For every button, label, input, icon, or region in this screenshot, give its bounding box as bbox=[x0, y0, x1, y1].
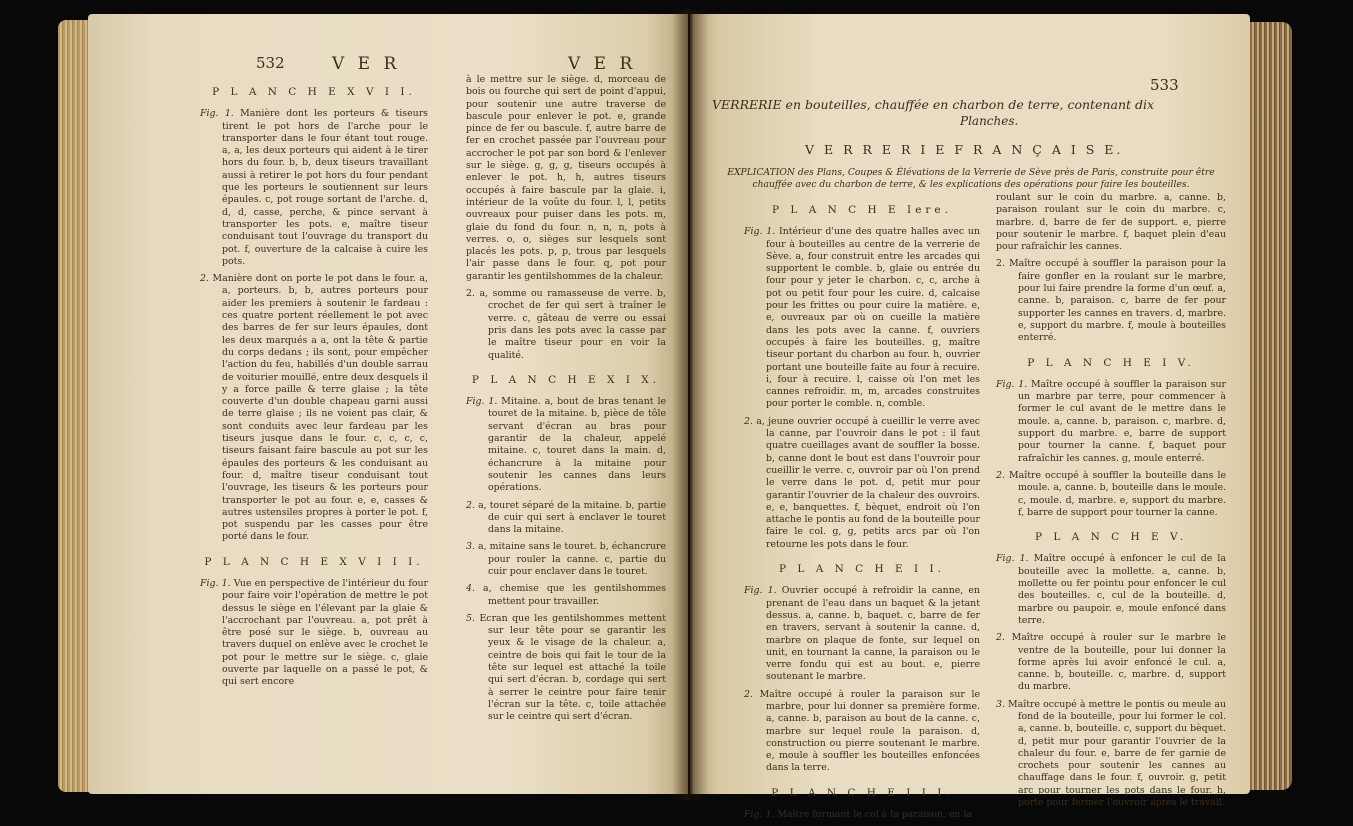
page-number-left: 532 bbox=[256, 54, 285, 72]
figure-entry: Fig. 1. Ouvrier occupé à refroidir la canne, en prenant de l'eau dans un baquet & la jetant dessus. a, canne. b, baquet. c, barre de fer en travers, servant à soutenir la canne. d, marbre on plaque de fonte, sur lequel on unit, en tournant la canne, la paraison ou le verre fondu qui est au bout. e, pierre soutenant le marbre. bbox=[744, 585, 980, 683]
left-column-1 bbox=[200, 74, 428, 694]
figure-entry: 2. a, jeune ouvrier occupé à cueillir le verre avec la canne, par l'ouvroir dans le pot : il faut quatre cueillages avant de souffler la bosse. b, canne dont le bout est dans l'ouvroir pour cueillir le verre. c, ouvroir par où l'on prend le verre dans le pot. d, petit mur pour garantir l'ouvrier de la chaleur des ouvroirs. e, e, banquettes. f, bèquet, endroit où l'on attache le pontis au fond de la bouteille pour faire le col. g, g, petits arcs par où l'on retourne les pots dans le four. bbox=[744, 415, 981, 550]
figure-entry: 2. a, somme ou ramasseuse de verre. b, crochet de fer qui sert à traîner le verre. c, gâteau de verre ou essai pris dans les pots avec la casse par le maître tiseur pour en voir la qualité. bbox=[466, 288, 666, 361]
left-page-edges bbox=[58, 20, 90, 792]
continuation-text: roulant sur le coin du marbre. a, canne. b, paraison roulant sur le coin du marbre. c, marbre. d, barre de fer de support. e, pierre pour soutenir le marbre. f, baquet plein d'eau pour rafraîchir les cannes. bbox=[996, 192, 1226, 253]
figure-entry: Fig. 1. Maître occupé à souffler la paraison sur un marbre par terre, pour commencer à former le cul avant de le mettre dans le moule. a, canne. b, paraison. c, marbre. d, support du marbre. e, barre de support pour tourner la canne. f, baquet pour rafraîchir les cannes. g, moule enterré. bbox=[996, 378, 1226, 464]
figure-entry: 2. a, touret séparé de la mitaine. b, partie de cuir qui sert à enclaver le touret dans la mitaine. bbox=[466, 499, 666, 536]
plate-title: P L A N C H E Iere. bbox=[772, 204, 952, 216]
plate-title: P L A N C H E X I X. bbox=[471, 373, 661, 386]
right-page-edges bbox=[1250, 22, 1292, 790]
plate-title: P L A N C H E I V. bbox=[1027, 356, 1195, 369]
explication-heading: EXPLICATION des Plans, Coupes & Élévations de la Verrerie de Sève près de Paris, construite pour être chauffée avec du charbon de terre, & les explications des opérations pour faire les bouteilles. bbox=[727, 167, 1215, 190]
page-title: VERRERIE en bouteilles, chauffée en charbon de terre, contenant dix bbox=[712, 97, 1155, 112]
continuation-text: à le mettre sur le siège. d, morceau de bois ou fourche qui sert de point d'appui, pour soutenir une autre traverse de bascule pour enlever le pot. e, grande pince de fer ou bascule. f, autre barre de fer en crochet passée par l'ouvreau pour accrocher le pot par son bord & l'enlever sur le siège. g, g, g, tiseurs occupés à enlever le pot. h, h, autres tiseurs occupés à faire bascule par la glaie. i, intérieur de la voûte du four. l, l, petits ouvreaux pour puiser dans les pots. m, glaie du fond du four. n, n, n, pots à verres. o, o, sièges sur lesquels sont placés les pots. p, p, trous par lesquels l'air passe dans le four. q, pot pour garantir les gentilshommes de la chaleur. bbox=[466, 74, 666, 282]
figure-entry: 3. a, mitaine sans le touret. b, échancrure pour rouler la canne. c, partie du cuir pour enclaver dans le touret. bbox=[466, 541, 667, 577]
plate-title: P L A N C H E I I. bbox=[779, 563, 945, 576]
left-column-2 bbox=[466, 74, 666, 729]
plate-title: P L A N C H E X V I I I. bbox=[204, 555, 424, 568]
figure-entry: 2. Maître occupé à rouler la paraison sur le marbre, pour lui donner sa première forme. a, canne. b, paraison au bout de la canne. c, marbre sur lequel roule la paraison. d, construction ou pierre soutenant le marbre. e, moule à souffler les bouteilles enfoncées dans la terre. bbox=[744, 688, 980, 774]
left-page bbox=[88, 14, 688, 794]
page-subtitle: Planches. bbox=[960, 114, 1019, 128]
figure-entry: 3. Maître occupé à mettre le pontis ou meule au fond de la bouteille, pour lui former le col. a, canne. b, bouteille. c, support du bèquet. d, petit mur pour garantir l'ouvrier de la chaleur du four. e, barre de fer garnie de crochets pour soutenir les cannes au chauffage dans le four. f, ouvroir. g, petit arc pour tourner les pots dans le four. h, porte pour fermer l'ouvroir après le travail. bbox=[996, 698, 1226, 809]
figure-entry: 4. a, chemise que les gentilshommes mettent pour travailler. bbox=[466, 583, 666, 607]
figure-entry: 2. Maître occupé à souffler la paraison pour la faire gonfler en la roulant sur le marbre, pour lui faire prendre la forme d'un œuf. a, canne. b, paraison. c, barre de fer pour supporter les cannes en travers. d, marbre. e, support du marbre. f, moule à bouteilles enterré. bbox=[996, 258, 1226, 344]
figure-entry: Fig. 1. Mitaine. a, bout de bras tenant le touret de la mitaine. b, pièce de tôle servant d'écran au bras pour garantir de la chaleur, appelé mitaine. c, touret dans la main. d, échancrure à la mitaine pour soutenir les cannes dans leurs opérations. bbox=[466, 396, 666, 494]
figure-entry: 2. Manière dont on porte le pot dans le four. a, a, porteurs. b, b, autres porteurs pour aider les premiers à soutenir le fardeau : ces quatre portent réellement le pot avec des barres de fer sur leurs épaules, dont les deux marqués a a, ont la tête & partie du corps dedans ; ils sont, pour empêcher l'action du feu, habillés d'un double sarrau de voiturier mouillé, entre deux desquels il y a force paille & terre glaise ; la tête couverte d'un double chapeau garni aussi de terre glaise ; ils ne voient pas clair, & sont conduits avec leur fardeau par les tiseurs jusque dans le four. c, c, c, c, tiseurs faisant faire bascule au pot sur les épaules des porteurs & les conduisant au four. d, maître tiseur conduisant tout l'ouvrage, les tiseurs & les porteurs pour transporter le pot au four. e, e, casses & autres ustensiles propres à porter le pot. f, pot suspendu par les casses pour être porté dans le four. bbox=[200, 273, 428, 543]
figure-entry: Fig. 1. Maître occupé à enfoncer le cul de la bouteille avec la mollette. a, canne. b, mollette ou fer pointu pour enfoncer le cul des bouteilles. c, cul de la bouteille. d, marbre ou paupoir. e, moule enfoncé dans terre. bbox=[996, 553, 1226, 626]
right-page bbox=[690, 14, 1250, 821]
right-column-1 bbox=[744, 192, 980, 826]
page-number-right: 533 bbox=[1150, 76, 1179, 94]
figure-entry: Fig. 1. Manière dont les porteurs & tiseurs tirent le pot hors de l'arche pour le transporter dans le four étant tout rouge. a, a, les deux porteurs qui aident à le tirer hors du four. b, b, deux tiseurs travaillant aussi à retirer le pot hors du four pendant que les porteurs le soutiennent sur leurs épaules. c, pot rouge sortant de l'arche. d, d, d, casse, perche, & pince servant à transporter les pots. e, maître tiseur conduisant tout l'ouvrage du transport du pot. f, ouverture de la calcaise à cuire les pots. bbox=[200, 108, 428, 267]
figure-entry: 2. Maître occupé à souffler la bouteille dans le moule. a, canne. b, bouteille dans le moule. c, moule. d, marbre. e, support du marbre. f, barre de support pour tourner la canne. bbox=[996, 469, 1226, 518]
running-head-left-col2: V E R bbox=[568, 54, 637, 74]
book-gutter bbox=[672, 10, 708, 800]
plate-title: P L A N C H E I I I. bbox=[771, 786, 953, 799]
figure-entry: Fig. 1. Intérieur d'une des quatre halles avec un four à bouteilles au centre de la verrerie de Sève. a, four construit entre les arcades qui supportent le comble. b, glaie ou entrée du four pour y jeter le charbon. c, c, arche à pot ou petit four pour les cuire. d, calcaise pour les frittes ou pour cuire la matière. e, e, ouvreaux par où on cueille la matière dans les pots avec la canne. f, ouvriers occupés à faire les bouteilles. g, maître tiseur portant du charbon au four. h, ouvrier portant une bouteille faite au four à recuire. i, four à recuire. l, caisse où l'on met les cannes refroidir. m, m, arcades construites pour porter le comble. n, comble. bbox=[744, 226, 980, 410]
figure-entry: 5. Ecran que les gentilshommes mettent sur leur tête pour se garantir les yeux & le visage de la chaleur. a, ceintre de bois qui fait le tour de la tête sur lequel est attaché la toile qui sert d'écran. b, cordage qui sert à serrer le ceintre pour faire tenir l'écran sur la tête. c, toile attachée sur le ceintre qui sert d'écran. bbox=[466, 612, 666, 723]
plate-title: P L A N C H E V. bbox=[1034, 531, 1188, 544]
right-column-2 bbox=[996, 192, 1226, 814]
figure-entry: Fig. 1. Maître formant le col à la paraison, en la bbox=[744, 809, 973, 821]
figure-entry: Fig. 1. Vue en perspective de l'intérieur du four pour faire voir l'opération de mettre le pot dessus le siège en l'élevant par la glaie & l'accrochant par l'ouvreau. a, pot prêt à être posé sur le siège. b, ouvreau au travers duquel on enlève avec le crochet le pot pour le mettre sur le siège. c, glaie ouverte par laquelle on a passé le pot, & qui sert encore bbox=[200, 577, 429, 688]
section-heading: V E R R E R I E F R A N Ç A I S E. bbox=[805, 142, 1124, 157]
plate-title: P L A N C H E X V I I. bbox=[212, 86, 416, 98]
running-head-left-col1: V E R bbox=[332, 54, 401, 74]
figure-entry: 2. Maître occupé à rouler sur le marbre le ventre de la bouteille, pour lui donner la forme après lui avoir enfoncé le cul. a, canne. b, bouteille. c, marbre. d, support du marbre. bbox=[996, 632, 1226, 693]
